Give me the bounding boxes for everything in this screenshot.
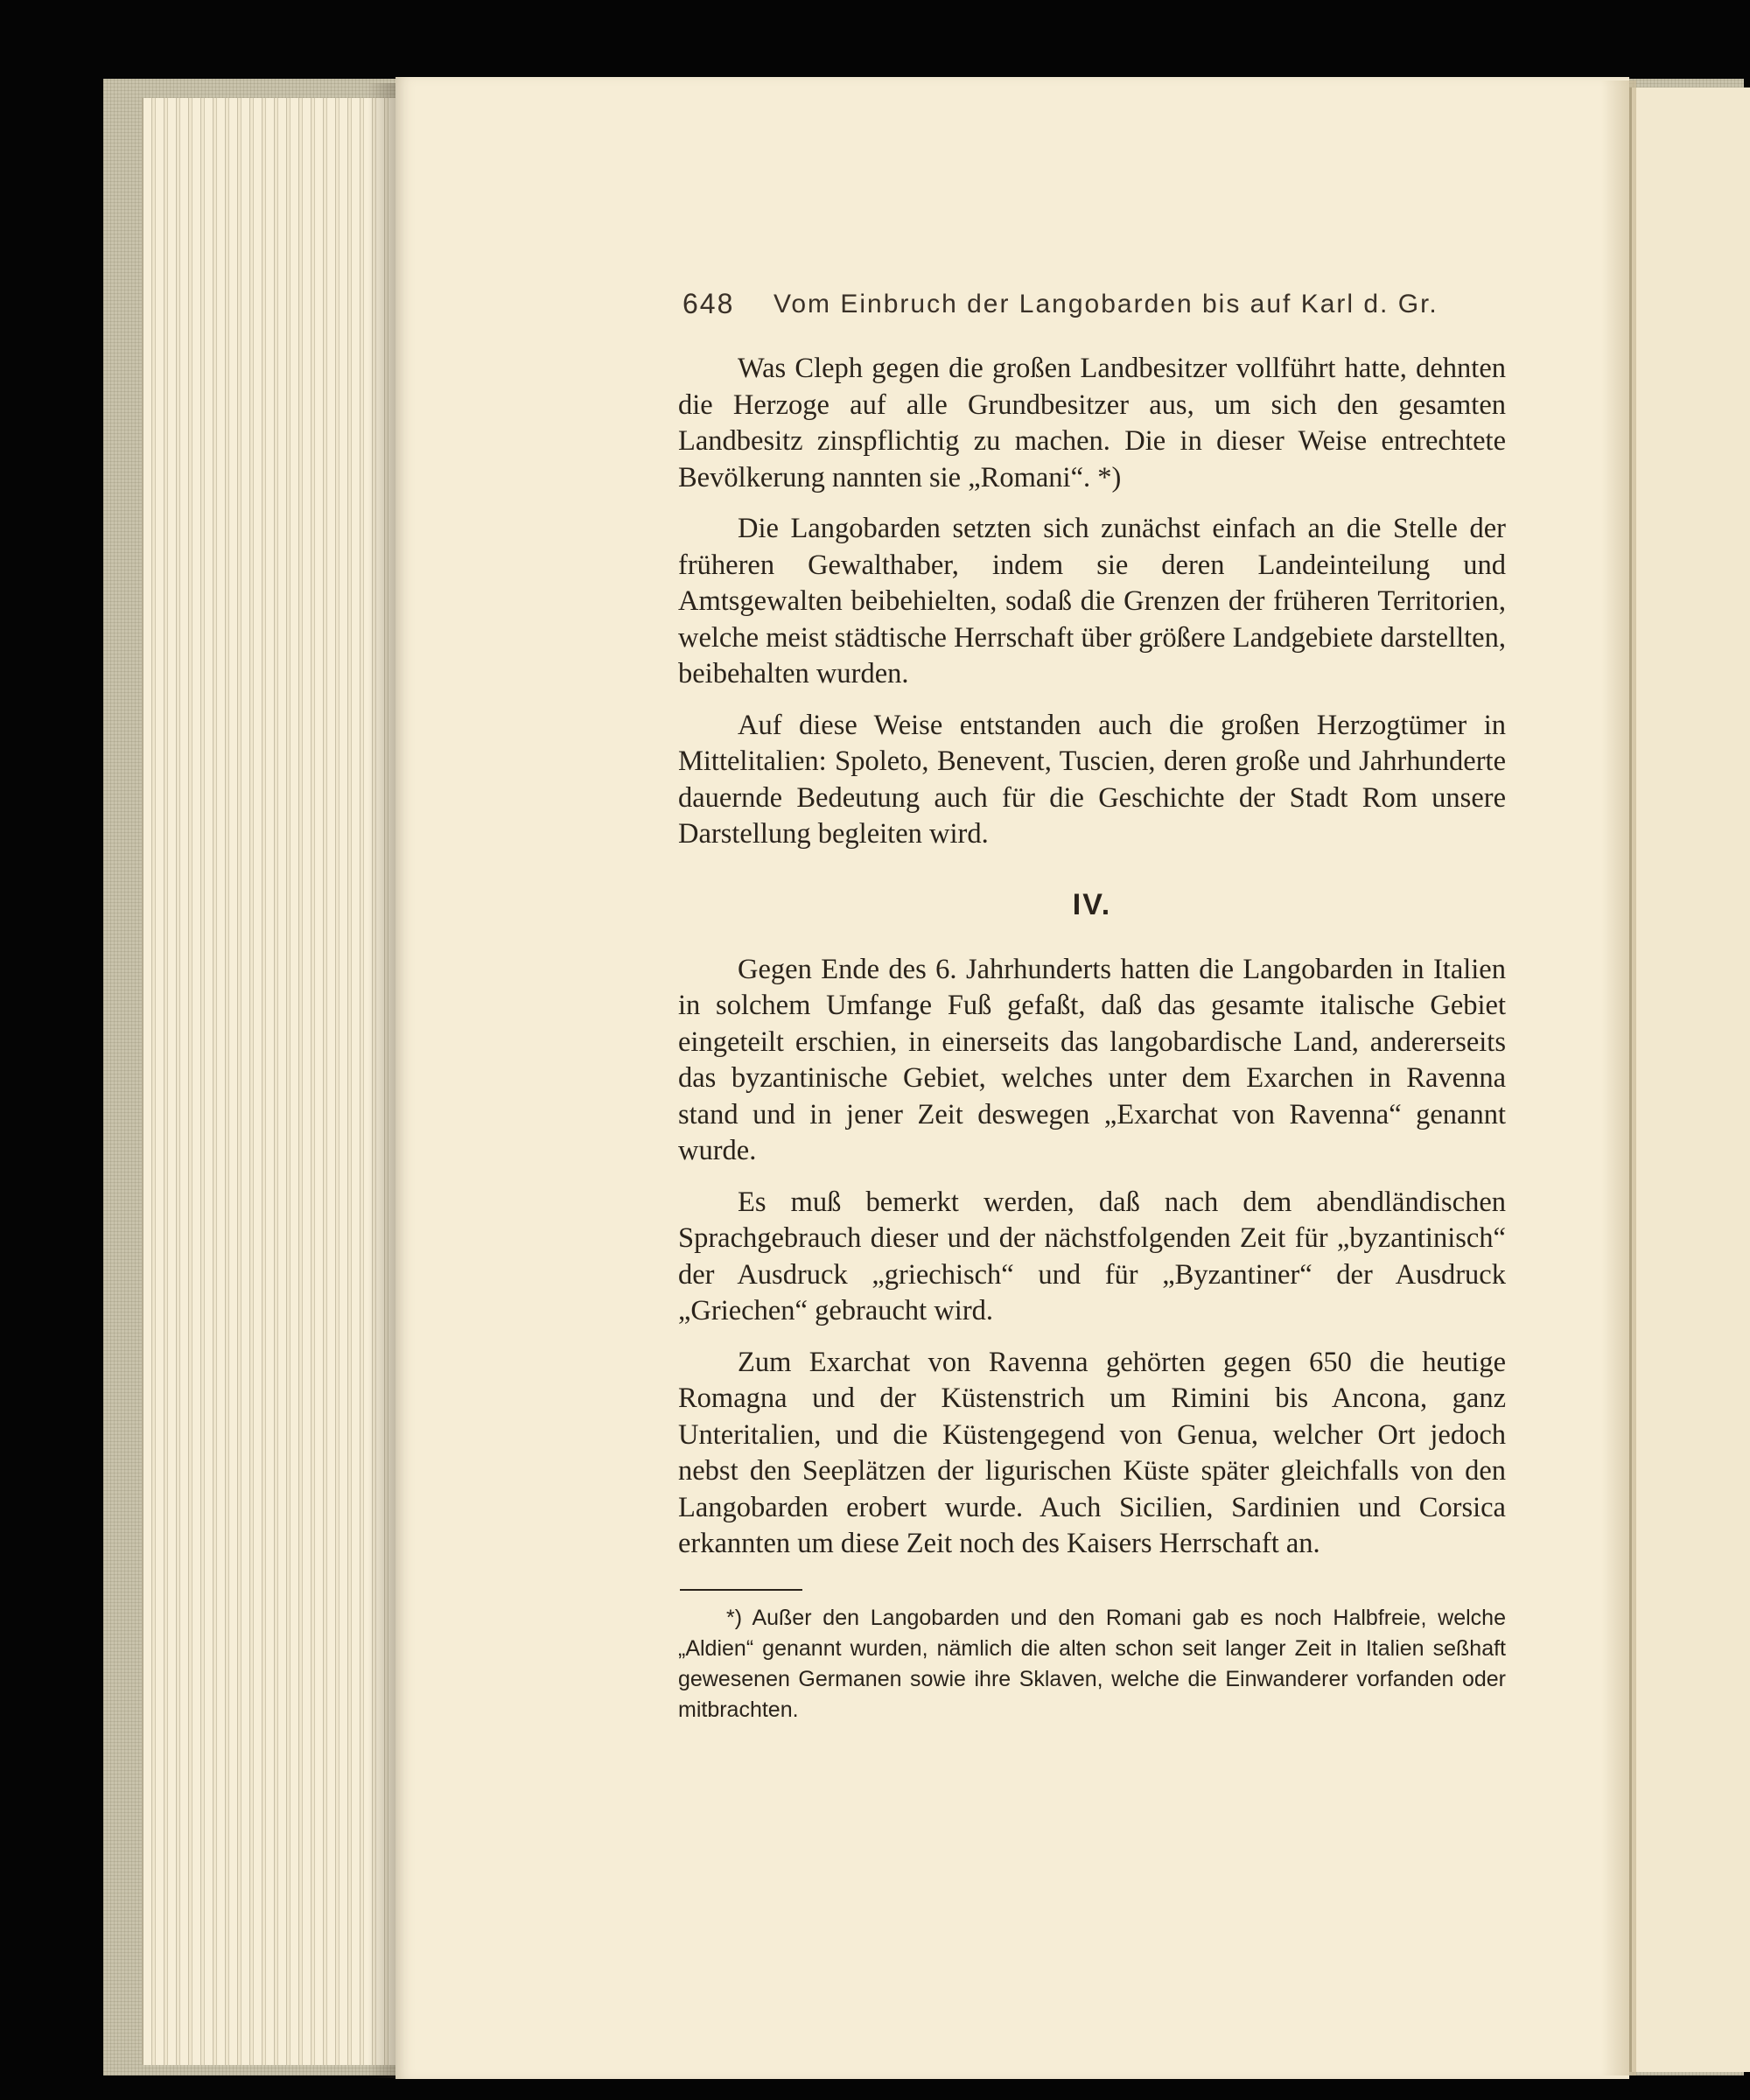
page-curl-shadow [1601,80,1636,2076]
running-head [678,276,1506,319]
footnote-divider [680,1589,802,1591]
paragraph: Gegen Ende des 6. Jahrhunderts hatten die Langobarden in Italien in solchem Umfange Fuß gefaßt, daß das gesamte italische Gebiet eingeteilt erschien, in einerseits das langobardische Land, andererseits das byzantinische Gebiet, welches unter dem Exarchen in Ravenna stand und in jener Zeit deswegen „Exarchat von Ravenna“ genannt wurde. [678,953,1506,1166]
footnote: *) Außer den Langobarden und den Romani gab es noch Halbfreie, welche „Aldien“ genannt wurden, nämlich die alten schon seit langer Zeit in Italien seßhaft gewesenen Germanen sowie ihre Sklaven, welche die Einwanderer vorfanden oder mitbrachten. [678,1605,1506,1722]
paragraph: Es muß bemerkt werden, daß nach dem abendländischen Sprachgebrauch dieser und der nächstfolgenden Zeit für „byzantinisch“ der Ausdruck „griechisch“ und für „Byzantiner“ der Ausdruck „Griechen“ gebraucht wird. [678,1186,1506,1326]
page-number: 648 [682,288,735,319]
paragraph: Zum Exarchat von Ravenna gehörten gegen 650 die heutige Romagna und der Küstenstrich um Rimini bis Ancona, ganz Unteritalien, und die Küstengegend von Genua, welcher Ort jedoch nebst den Seeplätzen der ligurischen Küste später gleichfalls von den Langobarden erobert wurde. Auch Sicilien, Sardinien und Corsica erkannten um diese Zeit noch des Kaisers Herrschaft an. [678,1346,1506,1559]
paragraph: Auf diese Weise entstanden auch die großen Herzogtümer in Mittelitalien: Spoleto, Benevent, Tuscien, deren große und Jahrhunderte dauernde Bedeutung auch für die Geschichte der Stadt Rom unsere Darstellung begleiten wird. [678,709,1506,850]
running-head-title: Vom Einbruch der Langobarden bis auf Karl d. Gr. [774,290,1438,318]
facing-page-edge [1629,88,1750,2072]
page-text-block [678,276,1506,1747]
page-stack-edges [142,98,397,2065]
paragraph: Die Langobarden setzten sich zunächst einfach an die Stelle der früheren Gewalthaber, indem sie deren Landeinteilung und Amtsgewalten beibehielten, sodaß die Grenzen der früheren Territorien, welche meist städtische Herrschaft über größere Landgebiete darstellten, beibehalten wurden. [678,513,1506,690]
paragraph: Was Cleph gegen die großen Landbesitzer vollführt hatte, dehnten die Herzoge auf alle Grundbesitzer aus, um sich den gesamten Landbesitz zinspflichtig zu machen. Die in dieser Weise entrechtete Bevölkerung nannten sie „Romani“. *) [678,353,1506,494]
main-text [678,351,1506,1726]
section-heading: IV. [1072,887,1112,921]
